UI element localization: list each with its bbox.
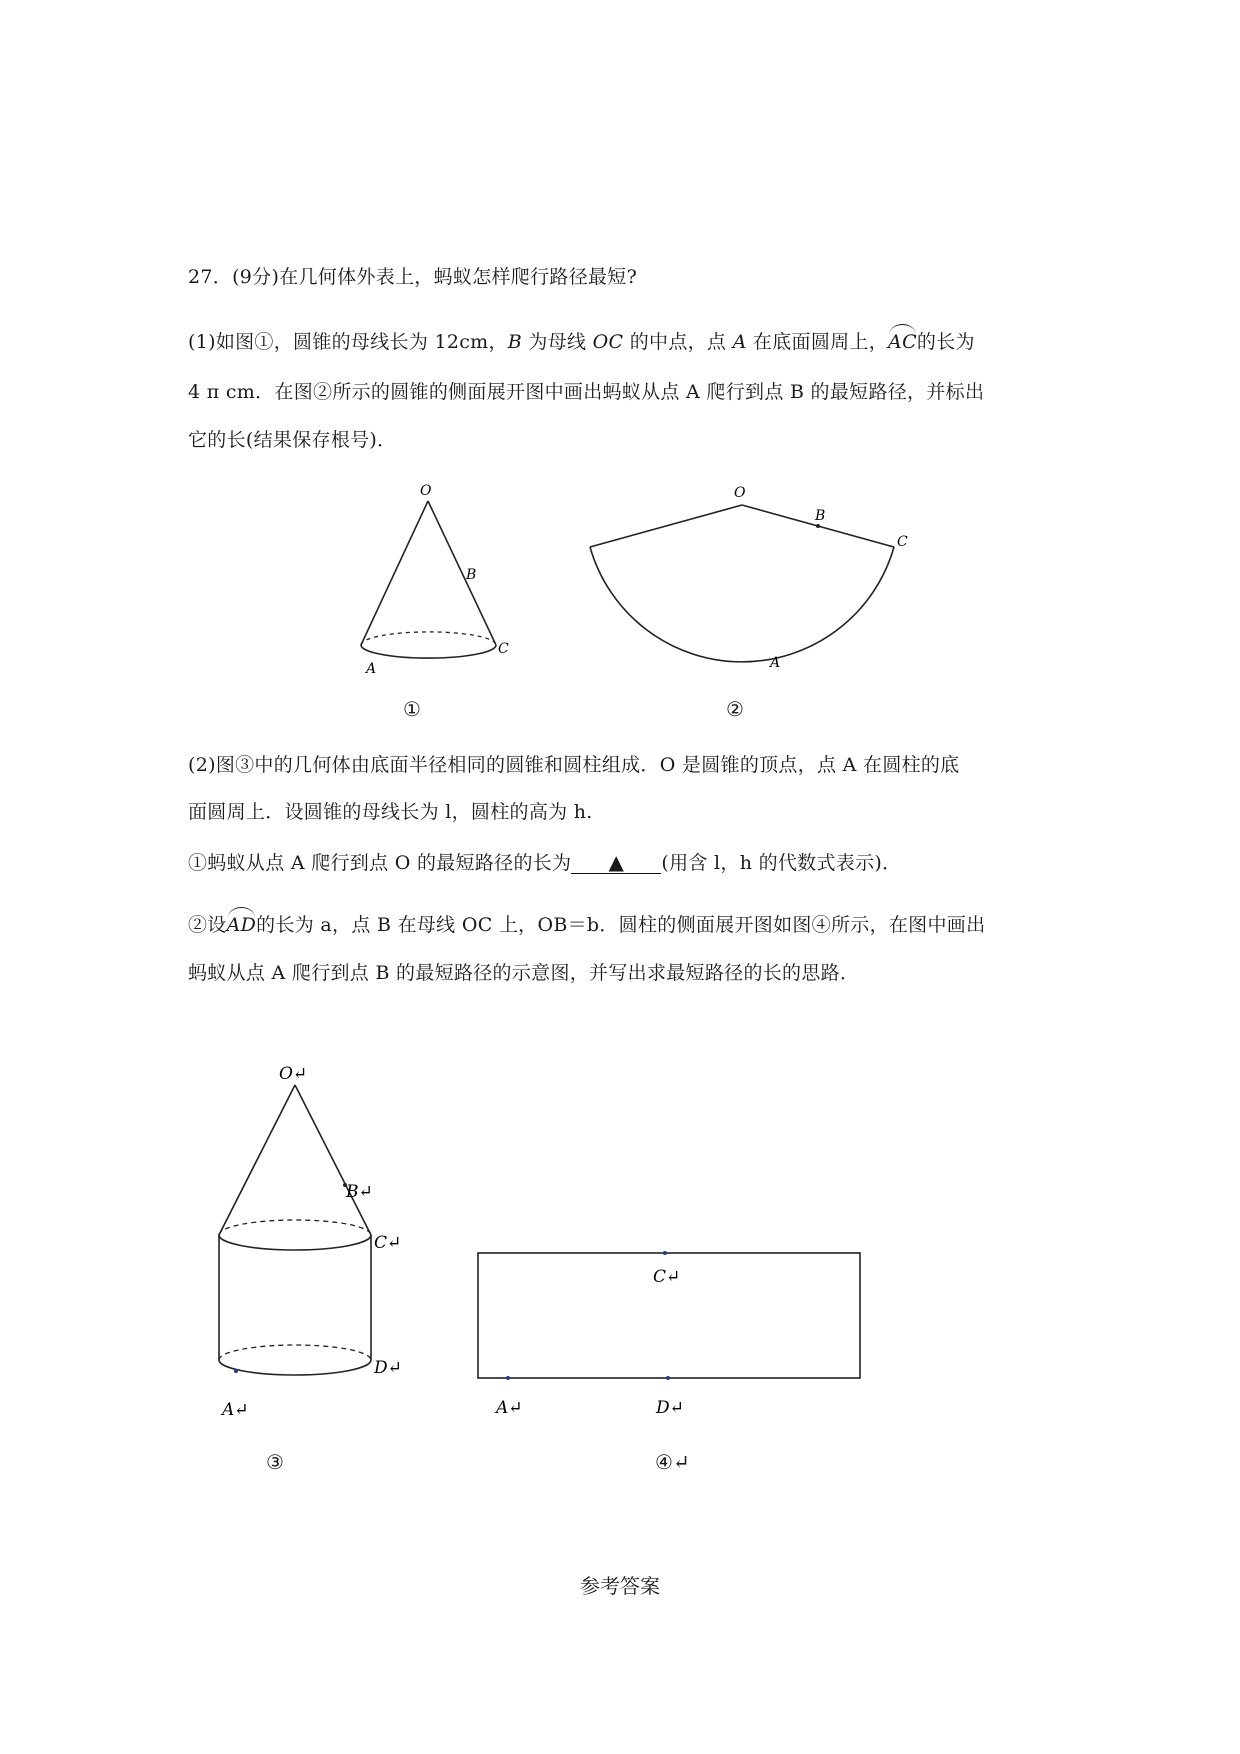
- arc-ac-label: AC: [888, 331, 917, 353]
- fig3-label-o: O↵: [279, 1064, 308, 1084]
- fig2-label-o: O: [734, 485, 746, 501]
- figure-4-rectangle: [460, 1230, 880, 1430]
- cone1-left-edge: [361, 501, 428, 645]
- sector-point-b: [816, 524, 820, 528]
- part2-line2: 面圆周上．设圆锥的母线长为 l，圆柱的高为 h.: [188, 801, 593, 823]
- cone1-base-back: [361, 632, 496, 645]
- fig1-label-a: A: [366, 661, 377, 675]
- figure-4-caption: ④↵: [655, 1450, 690, 1474]
- cone1-base-front: [361, 645, 496, 658]
- figure-3-cone-cylinder: [200, 1055, 420, 1425]
- cone3-left-edge: [219, 1085, 295, 1235]
- part2-line1: (2)图③中的几何体由底面半径相同的圆锥和圆柱组成．O 是圆锥的顶点，点 A 在圆柱的底: [188, 754, 960, 776]
- fig3-label-b: B↵: [346, 1182, 373, 1202]
- point-a-label: A: [732, 331, 747, 353]
- fig3-label-c: C↵: [374, 1233, 402, 1253]
- fig1-label-b: B: [466, 567, 477, 583]
- segment-oc-label: OC: [592, 331, 624, 353]
- arc-ad-label: AD: [226, 914, 257, 936]
- fig4-label-d: D↵: [656, 1398, 684, 1418]
- sub1-text-b: (用含 l，h 的代数式表示)．: [661, 852, 902, 874]
- part1-text-h: 的长为: [916, 331, 975, 353]
- sector-arc: [590, 547, 894, 662]
- figure-2-caption: ②: [726, 697, 744, 721]
- footer-answer-heading: 参考答案: [580, 1574, 660, 1598]
- part1-line2: 4 π cm．在图②所示的圆锥的侧面展开图中画出蚂蚁从点 A 爬行到点 B 的最短路径，并标出: [188, 381, 985, 403]
- fig4-point-d: [666, 1376, 670, 1380]
- top-ellipse-front: [219, 1235, 371, 1250]
- top-ellipse-back: [219, 1220, 371, 1235]
- bottom-ellipse-front: [219, 1360, 371, 1375]
- part1-text-c: 为母线: [522, 331, 593, 353]
- part2-sub1: [188, 848, 901, 875]
- fig4-label-c: C↵: [653, 1267, 681, 1287]
- fig2-label-a: A: [770, 655, 781, 671]
- part1-text-a: (1)如图①，圆锥的母线长为 12cm，: [188, 331, 508, 353]
- cone3-right-edge: [295, 1085, 371, 1235]
- question-title: 27．(9分)在几何体外表上，蚂蚁怎样爬行路径最短?: [188, 266, 638, 288]
- fig4-point-c: [663, 1251, 667, 1255]
- part2-sub2: [188, 910, 985, 937]
- part1-text-g: 在底面圆周上，: [746, 331, 889, 353]
- fig2-label-b: B: [815, 508, 826, 524]
- sub2-text-b: 的长为 a，点 B 在母线 OC 上，OB＝b．圆柱的侧面展开图如图④所示，在图中画出: [256, 914, 986, 936]
- fig3-point-a: [234, 1369, 238, 1373]
- part2-sub2-cont: 蚂蚁从点 A 爬行到点 B 的最短路径的示意图，并写出求最短路径的长的思路．: [188, 962, 860, 984]
- sub1-text-a: ①蚂蚁从点 A 爬行到点 O 的最短路径的长为: [188, 852, 572, 874]
- figure-1-caption: ①: [403, 697, 421, 721]
- sector-left-radius: [590, 505, 742, 547]
- part1-line3: 它的长(结果保存根号)．: [188, 429, 397, 451]
- fig3-label-a: A↵: [222, 1400, 249, 1420]
- fig1-label-o: O: [420, 483, 432, 499]
- figure-2-sector: [575, 475, 935, 685]
- fig3-label-d: D↵: [374, 1358, 402, 1378]
- answer-blank: ▲: [571, 851, 661, 874]
- part1-line1: [188, 327, 975, 354]
- point-b-label: B: [507, 331, 523, 353]
- fig1-label-c: C: [498, 641, 509, 657]
- figure-3-caption: ③: [266, 1450, 284, 1474]
- sub2-text-a: ②设: [188, 914, 227, 936]
- bottom-ellipse-back: [219, 1345, 371, 1360]
- fig2-label-c: C: [897, 534, 908, 550]
- cone1-right-edge: [428, 501, 496, 645]
- fig4-point-a: [506, 1376, 510, 1380]
- fig4-label-a: A↵: [496, 1398, 523, 1418]
- figure-1-cone: [340, 475, 540, 675]
- part1-text-e: 的中点，点: [623, 331, 733, 353]
